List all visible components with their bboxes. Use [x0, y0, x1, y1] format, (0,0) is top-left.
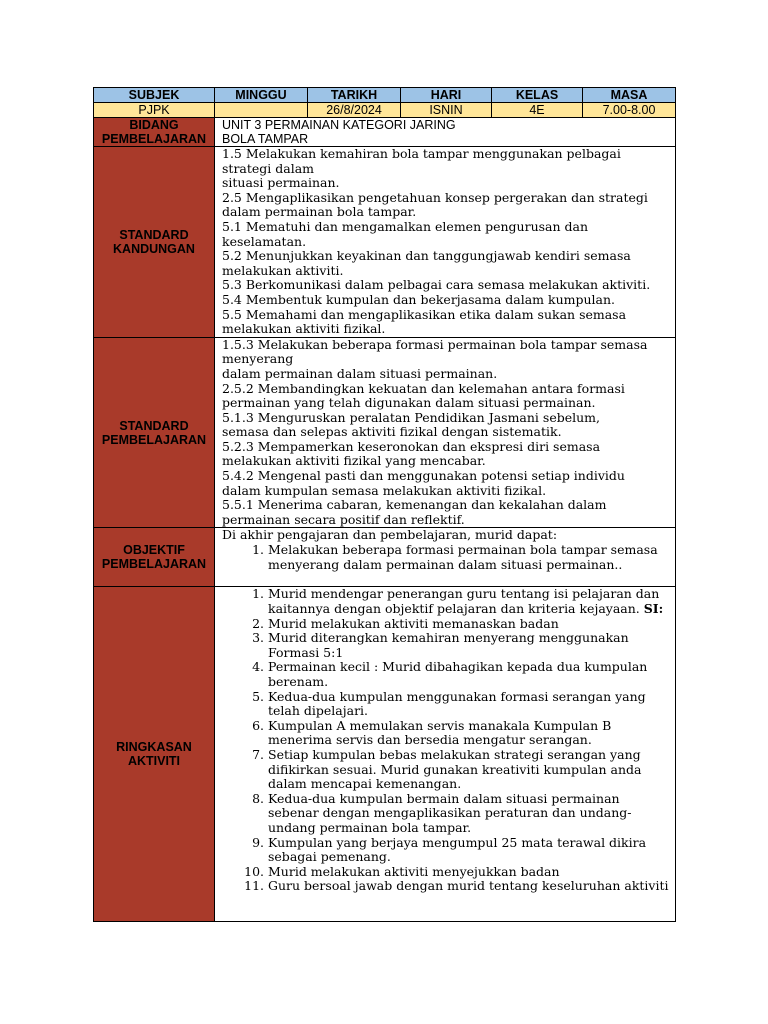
bidang-label-line2: PEMBELAJARAN [101, 132, 207, 146]
sp-line: 5.5.1 Menerima cabaran, kemenangan dan kekalahan dalam [222, 497, 607, 513]
list-item: 10. Murid melakukan aktiviti menyejukkan badan [268, 865, 673, 880]
sk-line: strategi dalam [222, 160, 315, 176]
sk-line: 5.2 Menunjukkan keyakinan dan tanggungjawab kendiri semasa [222, 248, 631, 264]
hari-label: HARI [401, 88, 492, 103]
kelas-label: KELAS [492, 88, 583, 103]
objektif-label [94, 528, 215, 587]
sp-label-line2: PEMBELAJARAN [101, 432, 207, 447]
lesson-plan-page [93, 87, 675, 922]
sp-line: dalam kumpulan semasa melakukan aktiviti fizikal. [222, 482, 547, 498]
objektif-row [94, 528, 676, 587]
kelas-value: 4E [492, 103, 583, 118]
sk-line: situasi permainan. [222, 175, 340, 191]
sk-line: 5.3 Berkomunikasi dalam pelbagai cara semasa melakukan aktiviti. [222, 277, 651, 293]
bidang-label-line1: BIDANG [129, 118, 179, 132]
values-row [94, 103, 676, 118]
standard-kandungan-content [215, 147, 676, 338]
objektif-content [215, 528, 676, 587]
sk-line: 2.5 Mengaplikasikan pengetahuan konsep pergerakan dan strategi [222, 189, 648, 205]
sp-line: dalam permainan dalam situasi permainan. [222, 365, 498, 381]
list-item: 9. Kumpulan yang berjaya mengumpul 25 mata terawal dikira sebagai pemenang. [268, 836, 673, 865]
standard-kandungan-label [94, 147, 215, 338]
list-item: 6. Kumpulan A memulakan servis manakala Kumpulan B menerima servis dan bersedia mengatur serangan. [268, 719, 673, 748]
minggu-label: MINGGU [215, 88, 308, 103]
sp-line: 5.4.2 Mengenal pasti dan menggunakan potensi setiap individu [222, 468, 625, 484]
subjek-value: PJPK [94, 103, 215, 118]
bidang-label [94, 118, 215, 147]
si-marker: SI: [643, 601, 664, 617]
standard-kandungan-row [94, 147, 676, 338]
hari-value: ISNIN [401, 103, 492, 118]
obj-label-line1: OBJEKTIF [123, 543, 185, 558]
minggu-value [215, 103, 308, 118]
sk-line: 5.1 Mematuhi dan mengamalkan elemen pengurusan dan [222, 218, 589, 234]
sp-line: permainan yang telah digunakan dalam situasi permainan. [222, 395, 596, 411]
ringkasan-row [94, 587, 676, 922]
sp-label-line1: STANDARD [119, 418, 189, 433]
sk-line: 5.5 Memahami dan mengaplikasikan etika dalam sukan semasa [222, 306, 627, 322]
list-item: 8. Kedua-dua kumpulan bermain dalam situasi permainan sebenar dengan mengaplikasikan peraturan dan undang-undang permainan bola tampar. [268, 792, 673, 836]
objektif-list [222, 543, 673, 572]
sk-line: keselamatan. [222, 233, 307, 249]
sp-line: semasa dan selepas aktiviti fizikal dengan sistematik. [222, 424, 562, 440]
tarikh-value: 26/8/2024 [308, 103, 401, 118]
standard-pembelajaran-label [94, 337, 215, 528]
ringkasan-list [222, 587, 673, 893]
bidang-topic: BOLA TAMPAR [222, 132, 309, 146]
sp-line: menyerang [222, 351, 294, 367]
list-item [268, 587, 673, 616]
sp-line: melakukan aktiviti fizikal yang mencabar. [222, 453, 486, 469]
item1-text: Murid mendengar penerangan guru tentang isi pelajaran dan kaitannya dengan objektif pelajaran dan kriteria kejayaan. [268, 586, 660, 617]
sp-line: permainan secara positif dan reflektif. [222, 511, 465, 527]
sk-line: dalam permainan bola tampar. [222, 204, 417, 220]
sp-line: 5.1.3 Menguruskan peralatan Pendidikan Jasmani sebelum, [222, 409, 600, 425]
sk-line: melakukan aktiviti fizikal. [222, 321, 386, 337]
ra-label-line1: RINGKASAN [116, 740, 192, 755]
list-item: 1. Melakukan beberapa formasi permainan bola tampar semasa menyerang dalam permainan dalam situasi permainan.. [268, 543, 673, 572]
bidang-unit: UNIT 3 PERMAINAN KATEGORI JARING [222, 118, 456, 132]
standard-pembelajaran-content [215, 337, 676, 528]
sk-label-line2: KANDUNGAN [113, 241, 195, 256]
sk-label-line1: STANDARD [119, 227, 189, 242]
list-item: 5. Kedua-dua kumpulan menggunakan formasi serangan yang telah dipelajari. [268, 690, 673, 719]
list-item: 7. Setiap kumpulan bebas melakukan strategi serangan yang difikirkan sesuai. Murid gunakan kreativiti kumpulan anda dalam mencapai kemenangan. [268, 748, 673, 792]
ra-label-line2: AKTIVITI [127, 754, 181, 769]
ringkasan-content [215, 587, 676, 922]
ringkasan-label [94, 587, 215, 922]
masa-value: 7.00-8.00 [583, 103, 676, 118]
sk-line: melakukan aktiviti. [222, 262, 344, 278]
tarikh-label: TARIKH [308, 88, 401, 103]
list-item: 4. Permainan kecil : Murid dibahagikan kepada dua kumpulan berenam. [268, 660, 673, 689]
list-item: 3. Murid diterangkan kemahiran menyerang menggunakan Formasi 5:1 [268, 631, 673, 660]
sk-line: 5.4 Membentuk kumpulan dan bekerjasama dalam kumpulan. [222, 291, 616, 307]
subjek-label: SUBJEK [94, 88, 215, 103]
list-item: 2. Murid melakukan aktiviti memanaskan badan [268, 617, 673, 632]
sk-line: 1.5 Melakukan kemahiran bola tampar menggunakan pelbagai [222, 146, 621, 161]
sp-line: 5.2.3 Mempamerkan keseronokan dan ekspresi diri semasa [222, 438, 601, 454]
bidang-row [94, 118, 676, 147]
objektif-intro: Di akhir pengajaran dan pembelajaran, murid dapat: [222, 527, 558, 543]
header-row [94, 88, 676, 103]
lesson-plan-table [93, 87, 676, 922]
obj-label-line2: PEMBELAJARAN [101, 557, 207, 572]
standard-pembelajaran-row [94, 337, 676, 528]
list-item: 11. Guru bersoal jawab dengan murid tentang keseluruhan aktiviti [268, 879, 673, 894]
sp-line: 1.5.3 Melakukan beberapa formasi permainan bola tampar semasa [222, 336, 648, 352]
sp-line: 2.5.2 Membandingkan kekuatan dan kelemahan antara formasi [222, 380, 625, 396]
bidang-content [215, 118, 676, 147]
masa-label: MASA [583, 88, 676, 103]
